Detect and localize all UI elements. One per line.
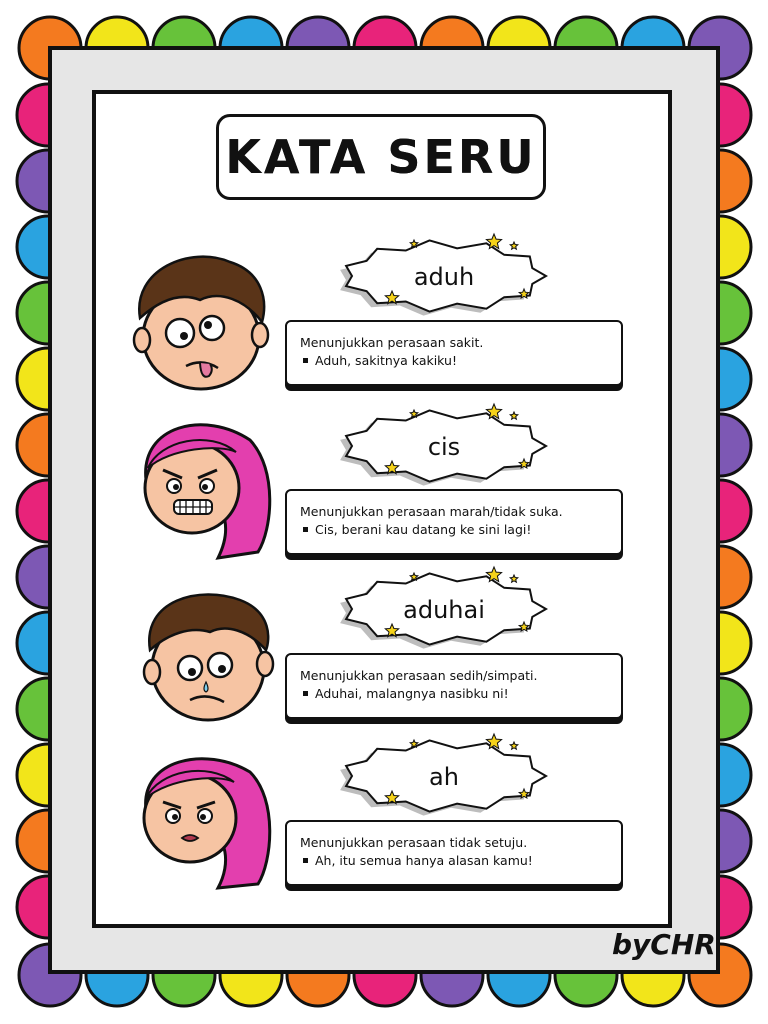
- signature: byCHR: [612, 928, 716, 961]
- example-line: [300, 352, 611, 370]
- example-line: [300, 685, 611, 703]
- burst-word-aduhai: aduhai: [403, 596, 485, 624]
- burst-word-ah: ah: [429, 763, 459, 791]
- bullet-icon: [303, 527, 308, 532]
- bullet-icon: [303, 858, 308, 863]
- burst-word-aduh: aduh: [413, 263, 475, 291]
- example-text: Aduhai, malangnya nasibku ni!: [315, 686, 509, 701]
- description-box: [285, 820, 623, 886]
- example-line: [300, 521, 611, 539]
- description-box: [285, 653, 623, 719]
- bullet-icon: [303, 691, 308, 696]
- meaning-text: Menunjukkan perasaan marah/tidak suka.: [300, 504, 563, 519]
- example-text: Cis, berani kau datang ke sini lagi!: [315, 522, 532, 537]
- meaning-text: Menunjukkan perasaan sakit.: [300, 335, 484, 350]
- description-box: [285, 320, 623, 386]
- example-text: Aduh, sakitnya kakiku!: [315, 353, 457, 368]
- example-text: Ah, itu semua hanya alasan kamu!: [315, 853, 533, 868]
- meaning-text: Menunjukkan perasaan sedih/simpati.: [300, 668, 538, 683]
- boy-pained-icon: [134, 257, 268, 389]
- title-box: [216, 114, 546, 200]
- meaning-text: Menunjukkan perasaan tidak setuju.: [300, 835, 528, 850]
- example-line: [300, 852, 611, 870]
- bullet-icon: [303, 358, 308, 363]
- page-title: KATA SERU: [225, 130, 537, 184]
- description-box: [285, 489, 623, 555]
- burst-word-cis: cis: [427, 433, 461, 461]
